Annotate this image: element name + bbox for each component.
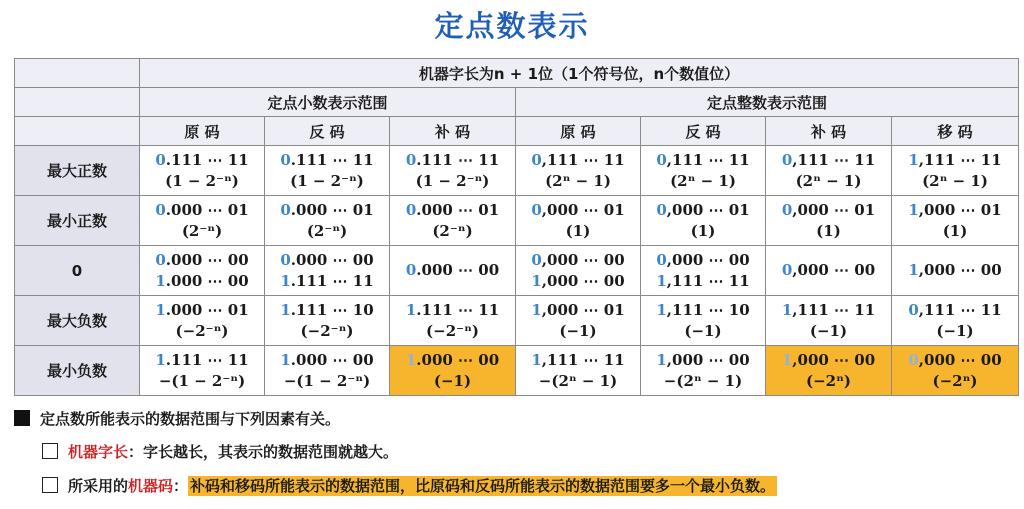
page-title: 定点数表示 <box>434 9 590 43</box>
code-line <box>892 260 1018 281</box>
value-expression: (2ⁿ − 1) <box>922 171 988 190</box>
sign-bit: 0 <box>155 150 166 169</box>
sign-bit: 1 <box>908 261 919 279</box>
value-expression: (−1) <box>559 321 597 340</box>
sign-bit: 0 <box>531 200 542 219</box>
code-line <box>265 350 389 371</box>
code-line <box>516 271 640 292</box>
sign-bit: 0 <box>781 150 793 169</box>
corner-cell <box>15 59 140 88</box>
value-expression: (−1) <box>433 371 472 390</box>
column-header: 补 码 <box>390 117 516 146</box>
fraction-range-header: 定点小数表示范围 <box>140 88 516 117</box>
value-expression: (2⁻ⁿ) <box>181 221 223 240</box>
code-line <box>766 200 891 221</box>
code-line <box>641 350 765 371</box>
code-digits: .000 ⋯ 00 <box>416 350 500 369</box>
sign-bit: 0 <box>531 250 542 269</box>
value-expression: (−2ⁿ) <box>932 371 978 390</box>
code-digits: ,111 ⋯ 11 <box>666 150 750 169</box>
sign-bit: 0 <box>781 261 793 279</box>
code-line <box>140 150 264 171</box>
code-cell <box>265 246 390 296</box>
code-digits: ,000 ⋯ 00 <box>918 350 1002 369</box>
code-cell <box>516 296 641 346</box>
code-cell <box>641 146 766 196</box>
code-line <box>390 150 515 171</box>
code-line <box>641 200 765 221</box>
row-label: 0 <box>15 246 140 296</box>
fixed-point-range-table <box>14 58 1019 396</box>
code-line <box>140 350 264 371</box>
code-cell <box>390 146 516 196</box>
value-expression: (−2ⁿ) <box>806 371 851 390</box>
code-digits: ,111 ⋯ 11 <box>792 150 876 169</box>
code-cell <box>265 346 390 396</box>
code-cell <box>140 346 265 396</box>
code-digits: ,000 ⋯ 01 <box>541 300 625 319</box>
code-digits: ,000 ⋯ 01 <box>666 200 750 219</box>
sign-bit: 0 <box>908 300 919 319</box>
value-expression: −(2ⁿ − 1) <box>663 371 743 390</box>
column-header: 反 码 <box>641 117 766 146</box>
value-expression: (2⁻ⁿ) <box>432 221 473 240</box>
highlighted-conclusion: 补码和移码所能表示的数据范围，比原码和反码所能表示的数据范围要多一个最小负数。 <box>190 477 776 495</box>
code-line <box>892 200 1018 221</box>
sign-bit: 1 <box>781 300 793 319</box>
code-line <box>390 300 515 321</box>
key-term-word-length: 机器字长 <box>68 443 129 461</box>
code-digits: ,111 ⋯ 11 <box>792 300 876 319</box>
code-line <box>265 150 389 171</box>
code-digits: .000 ⋯ 00 <box>165 250 249 269</box>
code-line <box>140 250 264 271</box>
table-row <box>15 296 1019 346</box>
code-cell <box>390 346 516 396</box>
code-line <box>140 271 264 292</box>
code-line <box>265 250 389 271</box>
value-expression: (1) <box>816 221 841 240</box>
code-cell <box>140 246 265 296</box>
code-digits: .111 ⋯ 10 <box>290 300 374 319</box>
sign-bit: 0 <box>908 350 919 369</box>
corner-cell <box>15 117 140 146</box>
sign-bit: 0 <box>280 200 291 219</box>
code-digits: ,000 ⋯ 01 <box>541 200 625 219</box>
sign-bit: 1 <box>531 350 542 369</box>
table-row <box>15 346 1019 396</box>
code-cell <box>892 196 1019 246</box>
sign-bit: 1 <box>155 300 166 319</box>
code-cell <box>892 246 1019 296</box>
code-digits: ,000 ⋯ 00 <box>792 261 876 279</box>
note-main: 定点数所能表示的数据范围与下列因素有关。 <box>14 408 340 429</box>
code-cell <box>766 346 892 396</box>
value-expression: −(1 − 2⁻ⁿ) <box>158 371 246 390</box>
filled-square-bullet-icon <box>14 410 30 426</box>
code-digits: .000 ⋯ 00 <box>416 261 500 279</box>
code-line <box>516 250 640 271</box>
code-digits: ,000 ⋯ 00 <box>666 350 750 369</box>
word-length-header: 机器字长为n + 1位（1个符号位，n个数值位） <box>140 59 1019 88</box>
code-cell <box>265 146 390 196</box>
code-cell <box>766 196 892 246</box>
value-expression: (2⁻ⁿ) <box>306 221 348 240</box>
sign-bit: 1 <box>908 200 919 219</box>
value-expression: (1 − 2⁻ⁿ) <box>165 171 239 190</box>
value-expression: (−1) <box>809 321 848 340</box>
code-digits: .111 ⋯ 11 <box>416 150 500 169</box>
code-line <box>892 150 1018 171</box>
row-label: 最小负数 <box>15 346 140 396</box>
code-cell <box>140 296 265 346</box>
code-cell <box>140 146 265 196</box>
code-cell <box>892 146 1019 196</box>
sign-bit: 1 <box>656 300 667 319</box>
sign-bit: 1 <box>656 271 667 290</box>
code-line <box>766 150 891 171</box>
code-cell <box>516 346 641 396</box>
sign-bit: 0 <box>781 200 793 219</box>
code-cell <box>892 296 1019 346</box>
code-digits: ,111 ⋯ 11 <box>918 150 1002 169</box>
key-term-machine-code: 机器码 <box>128 477 174 495</box>
sign-bit: 1 <box>908 150 919 169</box>
value-expression: (2ⁿ − 1) <box>670 171 736 190</box>
code-cell <box>516 196 641 246</box>
value-expression: (2ⁿ − 1) <box>545 171 611 190</box>
value-expression: (1 − 2⁻ⁿ) <box>290 171 364 190</box>
code-cell <box>516 146 641 196</box>
column-header: 补 码 <box>766 117 892 146</box>
code-digits: ,000 ⋯ 00 <box>541 250 625 269</box>
code-digits: .111 ⋯ 11 <box>165 350 249 369</box>
code-line <box>892 300 1018 321</box>
code-cell <box>390 246 516 296</box>
value-expression: (−1) <box>936 321 974 340</box>
code-line <box>641 300 765 321</box>
code-cell <box>265 196 390 246</box>
code-digits: ,000 ⋯ 01 <box>918 200 1002 219</box>
sign-bit: 1 <box>280 300 291 319</box>
code-digits: .000 ⋯ 01 <box>290 200 374 219</box>
value-expression: (−2⁻ⁿ) <box>300 321 354 340</box>
column-header: 反 码 <box>265 117 390 146</box>
code-digits: ,000 ⋯ 01 <box>792 200 876 219</box>
sign-bit: 1 <box>280 271 291 290</box>
empty-square-bullet-icon <box>42 477 58 493</box>
code-line <box>140 200 264 221</box>
code-digits: .000 ⋯ 00 <box>165 271 249 290</box>
table-row <box>15 246 1019 296</box>
sign-bit: 1 <box>405 300 417 319</box>
row-label: 最大正数 <box>15 146 140 196</box>
sign-bit: 0 <box>405 200 417 219</box>
code-digits: .111 ⋯ 11 <box>416 300 500 319</box>
code-digits: .111 ⋯ 11 <box>165 150 249 169</box>
sign-bit: 0 <box>656 150 667 169</box>
code-cell <box>390 196 516 246</box>
code-cell <box>641 196 766 246</box>
code-line <box>641 250 765 271</box>
corner-cell <box>15 88 140 117</box>
value-expression: (1) <box>690 221 716 240</box>
sign-bit: 1 <box>280 350 291 369</box>
sign-bit: 1 <box>781 350 793 369</box>
sign-bit: 0 <box>405 261 417 279</box>
value-expression: (−2⁻ⁿ) <box>175 321 229 340</box>
code-cell <box>766 146 892 196</box>
integer-range-header: 定点整数表示范围 <box>516 88 1019 117</box>
sign-bit: 0 <box>531 150 542 169</box>
sign-bit: 0 <box>155 200 166 219</box>
code-line <box>390 200 515 221</box>
column-header: 原 码 <box>140 117 265 146</box>
value-expression: (−2⁻ⁿ) <box>426 321 479 340</box>
sign-bit: 0 <box>405 150 417 169</box>
value-expression: −(2ⁿ − 1) <box>538 371 618 390</box>
note-item-word-length: 机器字长：字长越长，其表示的数据范围就越大。 <box>42 441 398 462</box>
code-digits: .000 ⋯ 01 <box>165 300 249 319</box>
code-digits: ,000 ⋯ 00 <box>666 250 750 269</box>
code-digits: ,111 ⋯ 11 <box>541 350 625 369</box>
code-line <box>516 200 640 221</box>
code-digits: .000 ⋯ 01 <box>165 200 249 219</box>
code-digits: ,111 ⋯ 11 <box>541 150 625 169</box>
value-expression: (1) <box>565 221 591 240</box>
code-cell <box>892 346 1019 396</box>
code-cell <box>265 296 390 346</box>
code-line <box>516 300 640 321</box>
code-cell <box>140 196 265 246</box>
code-cell <box>641 346 766 396</box>
note-item-machine-code: 所采用的机器码： 补码和移码所能表示的数据范围，比原码和反码所能表示的数据范围要多一个最小负数。 <box>42 475 777 496</box>
code-cell <box>641 246 766 296</box>
value-expression: (1 − 2⁻ⁿ) <box>415 171 490 190</box>
code-line <box>390 260 515 281</box>
sign-bit: 1 <box>656 350 667 369</box>
code-digits: ,111 ⋯ 10 <box>666 300 750 319</box>
code-line <box>766 260 891 281</box>
code-digits: .111 ⋯ 11 <box>290 150 374 169</box>
code-digits: .111 ⋯ 11 <box>290 271 374 290</box>
code-digits: .000 ⋯ 00 <box>290 250 374 269</box>
row-label: 最小正数 <box>15 196 140 246</box>
code-digits: ,111 ⋯ 11 <box>666 271 750 290</box>
code-line <box>641 150 765 171</box>
code-digits: .000 ⋯ 01 <box>416 200 500 219</box>
column-header: 原 码 <box>516 117 641 146</box>
empty-square-bullet-icon <box>42 443 58 459</box>
value-expression: (1) <box>942 221 968 240</box>
sign-bit: 1 <box>405 350 417 369</box>
table-row <box>15 146 1019 196</box>
sign-bit: 0 <box>656 200 667 219</box>
value-expression: (−1) <box>684 321 722 340</box>
code-cell <box>390 296 516 346</box>
code-digits: ,111 ⋯ 11 <box>918 300 1002 319</box>
code-digits: ,000 ⋯ 00 <box>792 350 876 369</box>
code-line <box>265 200 389 221</box>
value-expression: (2ⁿ − 1) <box>795 171 862 190</box>
sign-bit: 1 <box>531 271 542 290</box>
sign-bit: 1 <box>531 300 542 319</box>
code-line <box>265 271 389 292</box>
code-line <box>766 350 891 371</box>
code-cell <box>766 246 892 296</box>
sign-bit: 1 <box>155 350 166 369</box>
sign-bit: 0 <box>656 250 667 269</box>
value-expression: −(1 − 2⁻ⁿ) <box>283 371 371 390</box>
code-line <box>892 350 1018 371</box>
sign-bit: 0 <box>155 250 166 269</box>
code-line <box>641 271 765 292</box>
code-line <box>265 300 389 321</box>
column-header: 移 码 <box>892 117 1019 146</box>
row-label: 最大负数 <box>15 296 140 346</box>
code-line <box>766 300 891 321</box>
table-row <box>15 196 1019 246</box>
code-line <box>516 350 640 371</box>
sign-bit: 0 <box>280 150 291 169</box>
code-digits: .000 ⋯ 00 <box>290 350 374 369</box>
code-digits: ,000 ⋯ 00 <box>541 271 625 290</box>
code-cell <box>516 246 641 296</box>
sign-bit: 0 <box>280 250 291 269</box>
code-line <box>390 350 515 371</box>
code-digits: ,000 ⋯ 00 <box>918 261 1002 279</box>
code-cell <box>641 296 766 346</box>
sign-bit: 1 <box>155 271 166 290</box>
code-line <box>516 150 640 171</box>
code-cell <box>766 296 892 346</box>
code-line <box>140 300 264 321</box>
